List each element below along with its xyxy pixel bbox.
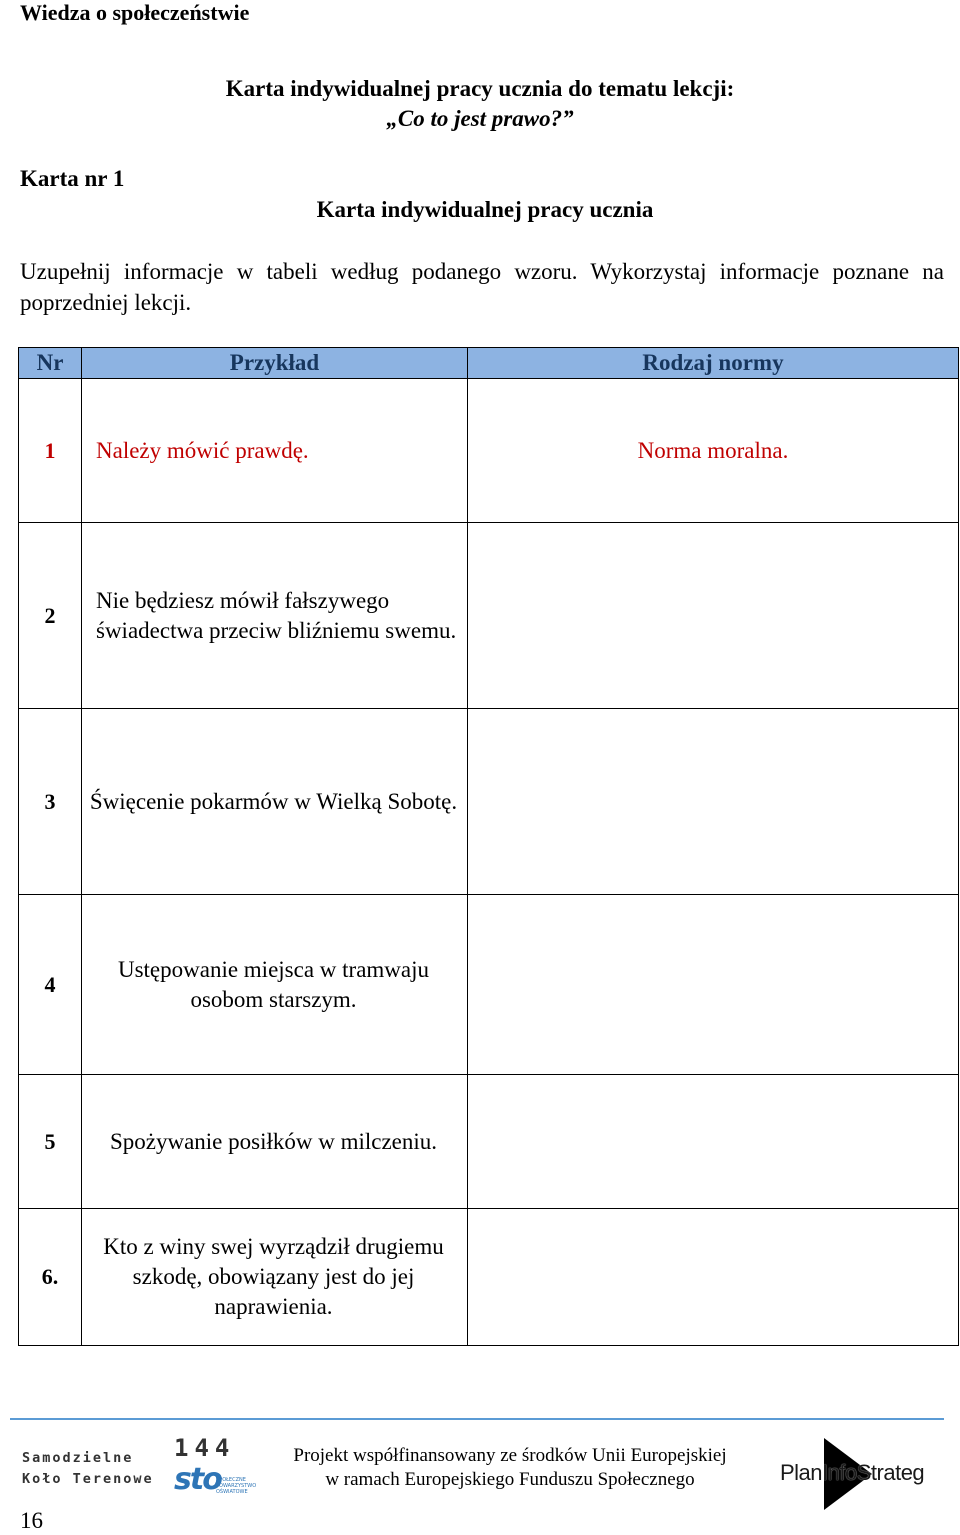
row-number: 2 <box>19 523 82 709</box>
subject-heading: Wiedza o społeczeństwie <box>20 0 250 25</box>
row-number: 6. <box>19 1209 82 1346</box>
worksheet-title: Karta indywidualnej pracy ucznia do tematu lekcji: <box>225 76 735 101</box>
table-row <box>19 1209 959 1346</box>
table-row <box>19 523 959 709</box>
row-number: 1 <box>19 379 82 523</box>
row-number: 5 <box>19 1075 82 1209</box>
example-cell: Spożywanie posiłków w milczeniu. <box>82 1075 468 1209</box>
footer-rule <box>10 1418 944 1420</box>
column-header-nr: Nr <box>19 348 82 379</box>
table-row <box>19 709 959 895</box>
example-cell: Kto z winy swej wyrządził drugiemu szkodę, obowiązany jest do jej naprawienia. <box>82 1209 468 1346</box>
card-number: Karta nr 1 <box>20 166 125 191</box>
kind-cell[interactable] <box>468 709 959 895</box>
planinfostrateg-logo <box>780 1436 950 1512</box>
logo-left-line1: Samodzielne <box>22 1450 134 1466</box>
instructions: Uzupełnij informacje w tabeli według podanego wzoru. Wykorzystaj informacje poznane na poprzedniej lekcji. <box>20 259 944 315</box>
planinfostrateg-wordmark: PlanInfoStrateg <box>780 1460 925 1485</box>
example-cell: Należy mówić prawdę. <box>82 379 468 523</box>
project-funding-note <box>280 1444 740 1492</box>
example-cell: Nie będziesz mówił fałszywego świadectwa przeciw bliźniemu swemu. <box>82 523 468 709</box>
lesson-topic: „Co to jest prawo?” <box>386 106 574 131</box>
column-header-example: Przykład <box>82 348 468 379</box>
project-line-2: w ramach Europejskiego Funduszu Społecznego <box>325 1469 695 1490</box>
kind-cell[interactable] <box>468 895 959 1075</box>
kind-cell[interactable]: Norma moralna. <box>468 379 959 523</box>
example-cell: Ustępowanie miejsca w tramwaju osobom starszym. <box>82 895 468 1075</box>
kind-cell[interactable] <box>468 523 959 709</box>
sto-logo-mark: sto <box>174 1462 221 1497</box>
page-number: 16 <box>20 1508 43 1533</box>
table-row <box>19 1075 959 1209</box>
logo-left-number: 144 <box>174 1434 236 1462</box>
kind-cell[interactable] <box>468 1075 959 1209</box>
table-row <box>19 379 959 523</box>
kind-cell[interactable] <box>468 1209 959 1346</box>
example-cell: Święcenie pokarmów w Wielką Sobotę. <box>82 709 468 895</box>
table-row <box>19 895 959 1075</box>
logo-left-line2: Koło Terenowe <box>22 1471 154 1487</box>
table-header-row <box>19 348 959 379</box>
sto-logo-small: SPOŁECZNE TOWARZYSTWO OŚWIATOWE <box>216 1477 257 1495</box>
row-number: 3 <box>19 709 82 895</box>
card-title: Karta indywidualnej pracy ucznia <box>316 197 654 222</box>
row-number: 4 <box>19 895 82 1075</box>
column-header-kind: Rodzaj normy <box>468 348 959 379</box>
project-line-1: Projekt współfinansowany ze środków Unii Europejskiej <box>293 1445 727 1466</box>
norms-table <box>18 347 959 1346</box>
skt-144-logo <box>22 1434 257 1504</box>
